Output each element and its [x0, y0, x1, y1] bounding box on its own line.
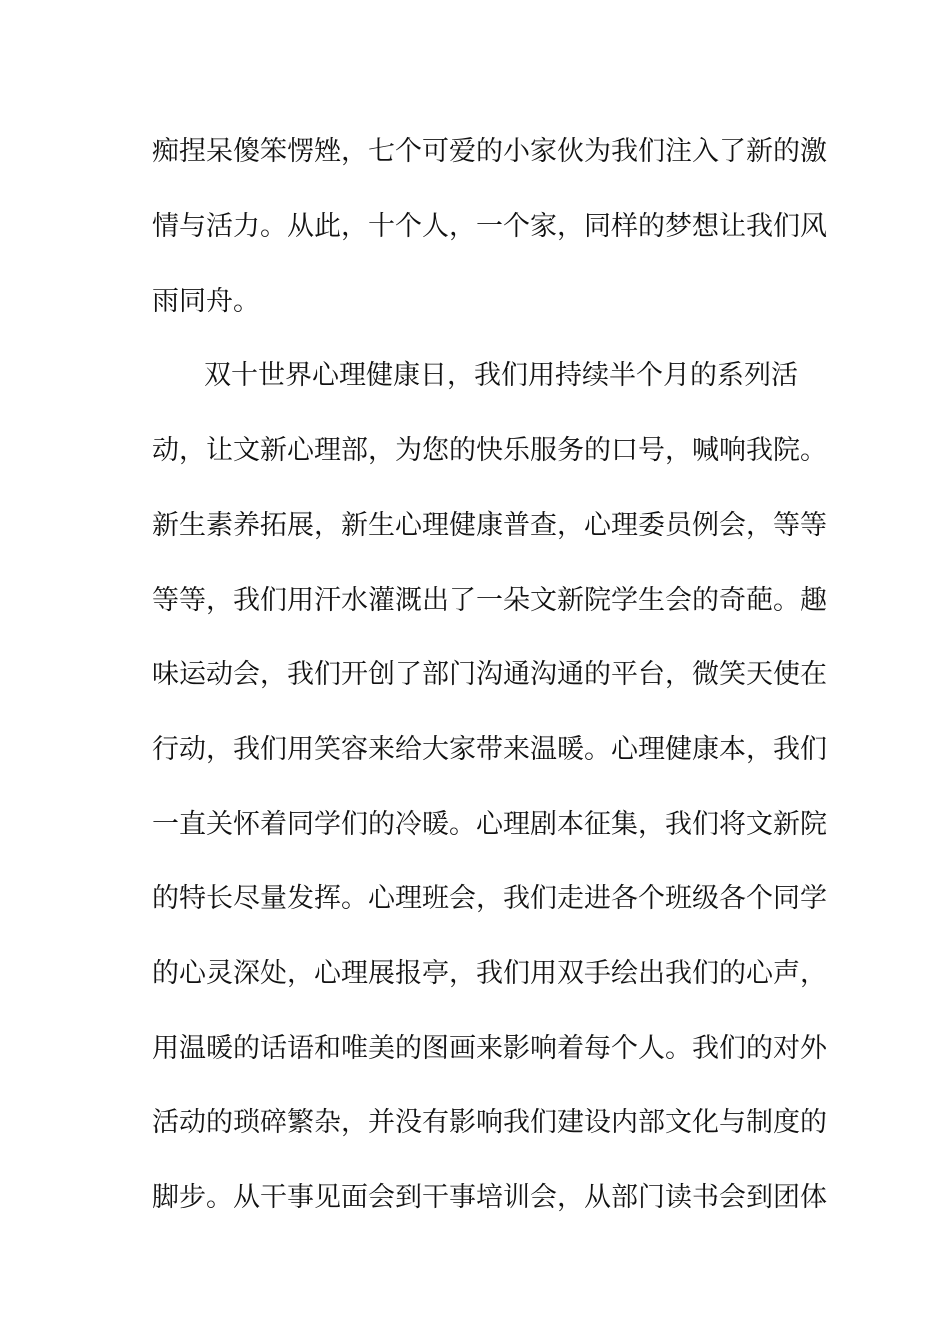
text-line-2: 情与活力。从此，十个人，一个家，同样的梦想让我们风	[152, 211, 827, 242]
text-line-5: 动，让文新心理部，为您的快乐服务的口号，喊响我院。	[152, 435, 827, 466]
paragraph-start-line: 双十世界心理健康日，我们用持续半个月的系列活	[204, 360, 798, 391]
text-line-3: 雨同舟。	[152, 286, 260, 317]
text-line-15: 脚步。从干事见面会到干事培训会，从部门读书会到团体	[152, 1182, 827, 1213]
text-line-11: 的特长尽量发挥。心理班会，我们走进各个班级各个同学	[152, 883, 827, 914]
text-line-9: 行动，我们用笑容来给大家带来温暖。心理健康本，我们	[152, 734, 827, 765]
text-line-12: 的心灵深处，心理展报亭，我们用双手绘出我们的心声，	[152, 958, 827, 989]
text-line-8: 味运动会，我们开创了部门沟通沟通的平台，微笑天使在	[152, 659, 827, 690]
text-line-14: 活动的琐碎繁杂，并没有影响我们建设内部文化与制度的	[152, 1107, 827, 1138]
text-line-6: 新生素养拓展，新生心理健康普查，心理委员例会，等等	[152, 510, 827, 541]
text-line-7: 等等，我们用汗水灌溉出了一朵文新院学生会的奇葩。趣	[152, 585, 827, 616]
text-line-1: 痴捏呆傻笨愣矬，七个可爱的小家伙为我们注入了新的激	[152, 136, 827, 167]
text-line-13: 用温暖的话语和唯美的图画来影响着每个人。我们的对外	[152, 1033, 827, 1064]
text-line-10: 一直关怀着同学们的冷暖。心理剧本征集，我们将文新院	[152, 809, 827, 840]
